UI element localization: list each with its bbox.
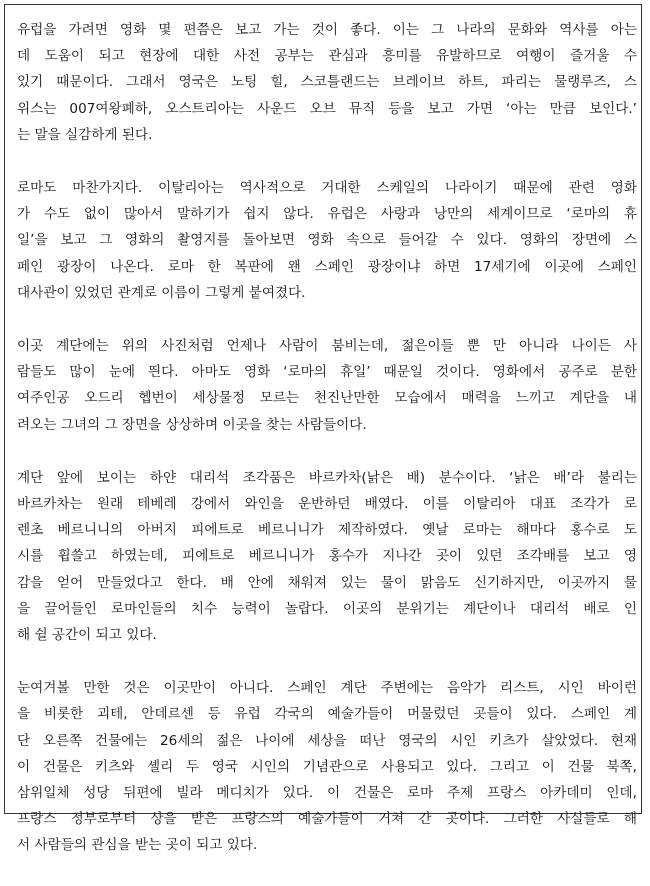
paragraph-1 bbox=[17, 17, 637, 148]
text-line: 람들도 많이 눈에 띈다. 아마도 영화 ‘로마의 휴일’ 때문일 것이다. 영화에서 공주로 분한 bbox=[17, 364, 637, 381]
text-line: 데 도움이 되고 현장에 대한 사전 공부는 관심과 흥미를 유발하므로 여행이 즐거울 수 bbox=[17, 48, 637, 65]
text-line: 단 오른쪽 건물에는 26세의 젊은 나이에 세상을 떠난 영국의 시인 키츠가 살았었다. 현재 bbox=[17, 732, 637, 749]
text-line: 눈여겨볼 만한 것은 이곳만이 아니다. 스페인 계단 주변에는 음악가 리스트, 시인 바이런 bbox=[17, 680, 637, 697]
text-line: 감을 얻어 만들었다고 한다. 배 안에 채워져 있는 물이 맑음도 신기하지만, 이곳까지 물 bbox=[17, 574, 637, 591]
paragraph-4 bbox=[17, 465, 637, 648]
text-line: 로마도 마찬가지다. 이탈리아는 역사적으로 거대한 스케일의 나라이기 때문에 관련 영화 bbox=[17, 180, 637, 197]
text-line: 서 사람들의 관심을 받는 곳이 되고 있다. bbox=[17, 837, 258, 854]
document-frame bbox=[4, 4, 642, 854]
text-line: 는 말을 실감하게 된다. bbox=[17, 126, 153, 143]
paragraph-2 bbox=[17, 175, 637, 306]
paragraph-5 bbox=[17, 675, 637, 858]
text-line: 페인 광장이 나온다. 로마 한 복판에 왠 스페인 광장이냐 하면 17세기에 이곳에 스페인 bbox=[17, 258, 637, 275]
text-line: 있기 때문이다. 그래서 영국은 노팅 힐, 스코틀랜드는 브레이브 하트, 파리는 물랭루즈, 스 bbox=[17, 74, 637, 91]
text-line: 렌초 베르니니의 아버지 피에트로 베르니니가 제작하였다. 옛날 로마는 해마다 홍수로 도 bbox=[17, 522, 637, 539]
text-line: 이 건물은 키츠와 셸리 두 영국 시인의 기념관으로 사용되고 있다. 그리고 이 건물 북쪽, bbox=[17, 758, 637, 775]
text-line: 계단 앞에 보이는 하얀 대리석 조각품은 바르카차(낡은 배) 분수이다. ‘낡은 배’라 불리는 bbox=[17, 469, 637, 486]
text-line: 을 비롯한 괴테, 안데르센 등 유럽 각국의 예술가들이 머물렀던 곳들이 있다. 스페인 계 bbox=[17, 706, 637, 723]
text-line: 바르카차는 원래 테베레 강에서 와인을 운반하던 배였다. 이를 이탈리아 대표 조각가 로 bbox=[17, 496, 637, 513]
text-line: 을 끌어들인 로마인들의 치수 능력이 놀랍다. 이곳의 분위기는 계단이나 대리석 배로 인 bbox=[17, 600, 637, 617]
text-line: 위스는 007여왕폐하, 오스트리아는 사운드 오브 뮤직 등을 보고 가면 ‘아는 만큼 보인다.’ bbox=[17, 100, 637, 117]
text-line: 프랑스 정부로부터 상을 받은 프랑스의 예술가들이 거쳐 간 곳이다. 그러한 사실들로 해 bbox=[17, 811, 637, 828]
text-line: 시를 휩쓸고 하였는데, 피에트로 베르니니가 홍수가 지나간 곳이 있던 조각배를 보고 영 bbox=[17, 548, 637, 565]
text-line: 여주인공 오드리 헵번이 세상물정 모르는 천진난만한 모습에서 매력을 느끼고 계단을 내 bbox=[17, 390, 637, 407]
text-line: 이곳 계단에는 위의 사진처럼 언제나 사람이 붐비는데, 젊은이들 뿐 만 아니라 나이든 사 bbox=[17, 338, 637, 355]
text-line: 유럽을 가려면 영화 몇 편쯤은 보고 가는 것이 좋다. 이는 그 나라의 문화와 역사를 아는 bbox=[17, 22, 637, 38]
text-line: 삼위일체 성당 뒤편에 빌라 메디치가 있다. 이 건물은 로마 주제 프랑스 아카데미 인데, bbox=[17, 785, 637, 802]
paragraph-3 bbox=[17, 333, 637, 438]
text-line: 가 수도 없이 많아서 말하기가 쉽지 않다. 유럽은 사랑과 낭만의 세계이므로 ‘로마의 휴 bbox=[17, 206, 637, 223]
text-line: 일’을 보고 그 영화의 촬영지를 돌아보면 영화 속으로 들어갈 수 있다. 영화의 장면에 스 bbox=[17, 232, 637, 249]
document-body bbox=[17, 17, 637, 886]
text-line: 려오는 그녀의 그 장면을 상상하며 이곳을 찾는 사람들이다. bbox=[17, 416, 367, 433]
text-line: 해 쉴 공간이 되고 있다. bbox=[17, 627, 157, 644]
text-line: 대사관이 있었던 관계로 이름이 그렇게 붙여졌다. bbox=[17, 284, 306, 301]
